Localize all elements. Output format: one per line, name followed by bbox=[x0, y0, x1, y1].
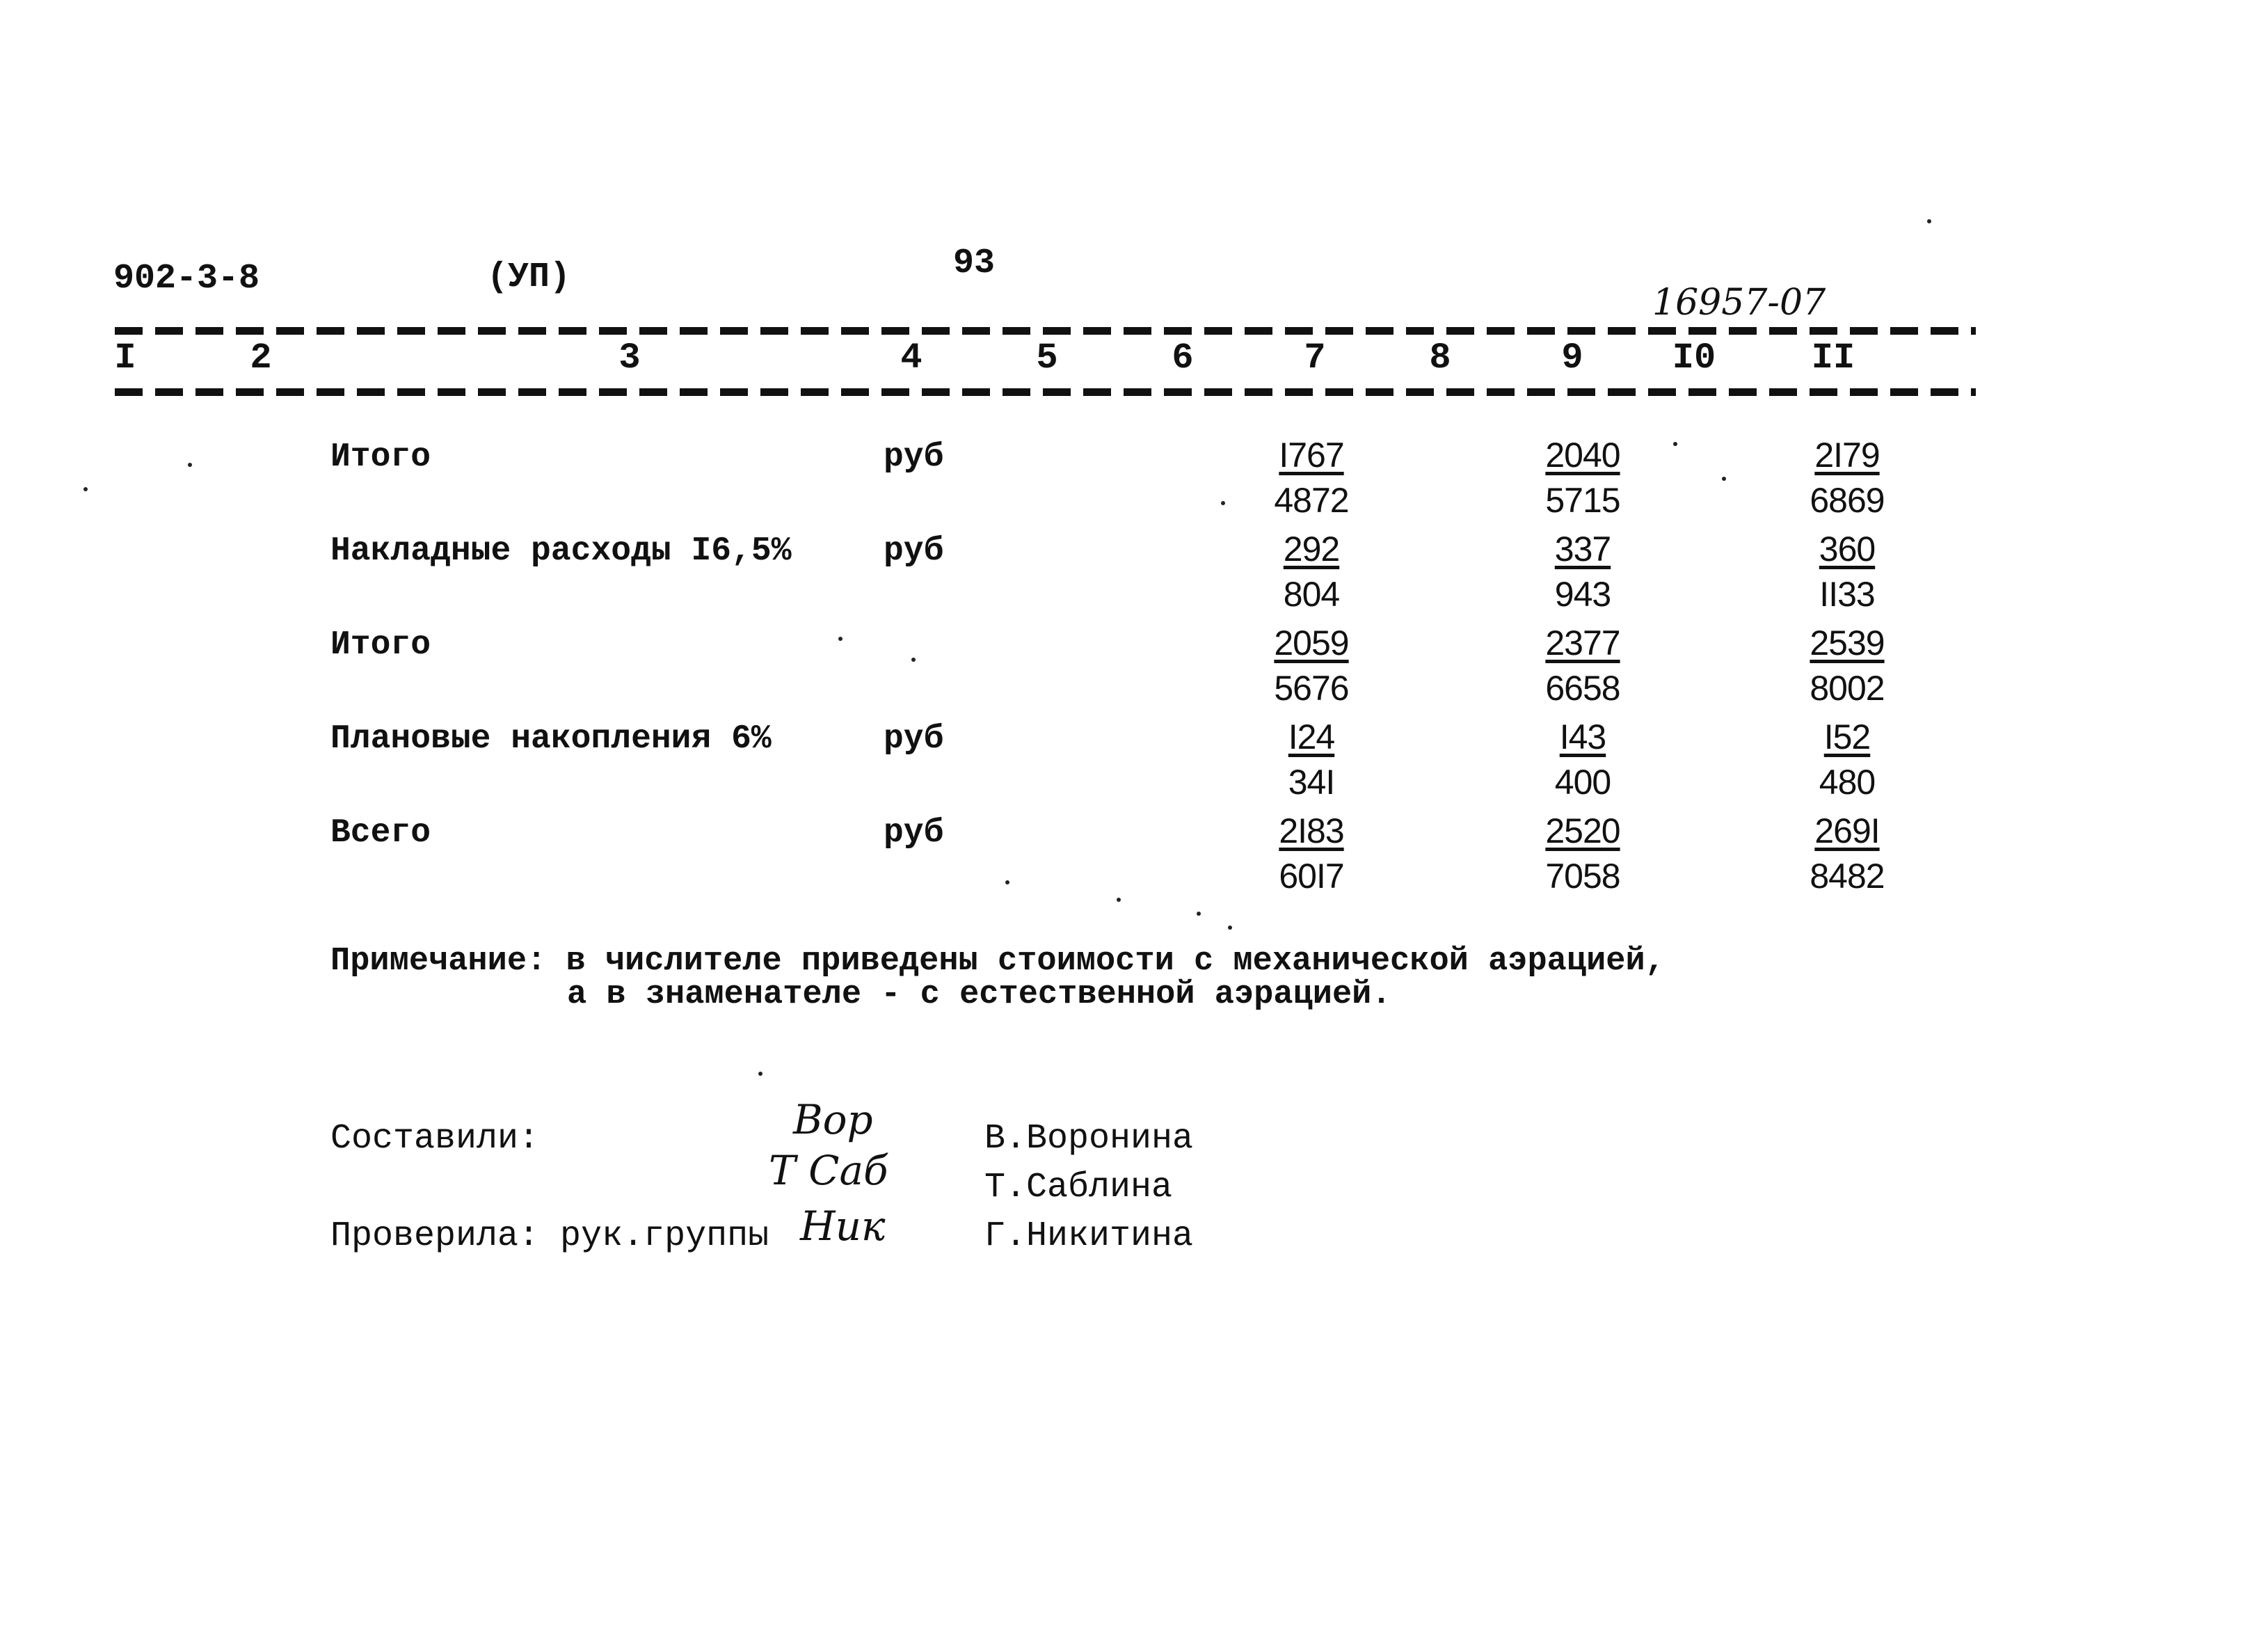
note-line-1: Примечание: в числителе приведены стоимости с механической аэрацией, bbox=[330, 943, 1665, 980]
signature-nikitina: Ник bbox=[800, 1202, 886, 1250]
signature-voronina: Вор bbox=[793, 1096, 873, 1143]
cell-col9-numerator: 337 bbox=[1554, 530, 1611, 569]
scan-speck bbox=[1197, 912, 1201, 916]
scan-speck bbox=[83, 487, 88, 491]
row-unit: руб bbox=[884, 720, 944, 758]
row-unit: руб bbox=[884, 438, 944, 476]
scan-speck bbox=[1927, 219, 1931, 223]
cell-col7-denominator: 804 bbox=[1283, 575, 1340, 614]
scan-speck bbox=[1221, 501, 1225, 505]
col-header-10: I0 bbox=[1672, 337, 1716, 379]
col-header-4: 4 bbox=[900, 337, 923, 379]
col-header-9: 9 bbox=[1561, 337, 1583, 379]
row-label: Плановые накопления 6% bbox=[330, 720, 772, 758]
signature-sablina: Т Саб bbox=[769, 1147, 888, 1194]
cell-col7-numerator: 292 bbox=[1283, 530, 1340, 569]
cell-col7-numerator: I24 bbox=[1288, 717, 1335, 756]
cell-col11-numerator: 360 bbox=[1819, 530, 1876, 569]
cell-col7-denominator: 60I7 bbox=[1279, 857, 1344, 896]
cell-col7-denominator: 4872 bbox=[1274, 481, 1349, 520]
scan-speck bbox=[758, 1072, 762, 1076]
col-header-5: 5 bbox=[1036, 337, 1058, 379]
name-nikitina: Г.Никитина bbox=[984, 1216, 1194, 1256]
name-voronina: В.Воронина bbox=[984, 1119, 1194, 1159]
cell-col11-denominator: 8482 bbox=[1810, 857, 1885, 896]
row-label: Итого bbox=[330, 626, 431, 664]
page-number: 93 bbox=[953, 244, 996, 283]
cell-col11-numerator: I52 bbox=[1823, 717, 1871, 756]
scan-speck bbox=[1722, 477, 1726, 481]
row-label: Итого bbox=[330, 438, 431, 476]
row-label: Всего bbox=[330, 814, 431, 852]
cell-col9-numerator: I43 bbox=[1559, 717, 1606, 756]
scan-speck bbox=[1673, 442, 1677, 446]
cell-col9-numerator: 2377 bbox=[1545, 624, 1620, 662]
cell-col11-denominator: II33 bbox=[1819, 575, 1875, 614]
doc-code: 902-3-8 bbox=[113, 259, 260, 299]
col-header-6: 6 bbox=[1172, 337, 1194, 379]
cell-col11-numerator: 269I bbox=[1814, 811, 1880, 850]
cell-col11-denominator: 6869 bbox=[1810, 481, 1885, 520]
top-dashed-rule bbox=[115, 327, 1976, 335]
col-header-11: II bbox=[1811, 337, 1855, 379]
col-header-2: 2 bbox=[250, 337, 272, 379]
scan-speck bbox=[1005, 880, 1009, 884]
cell-col9-denominator: 7058 bbox=[1545, 857, 1620, 896]
col-header-7: 7 bbox=[1304, 337, 1326, 379]
cell-col9-denominator: 5715 bbox=[1545, 481, 1620, 520]
row-label: Накладные расходы I6,5% bbox=[330, 532, 792, 570]
col-header-1: I bbox=[114, 337, 136, 379]
cell-col11-denominator: 8002 bbox=[1810, 669, 1885, 708]
name-sablina: Т.Саблина bbox=[984, 1168, 1173, 1207]
scan-speck bbox=[1228, 926, 1232, 930]
cell-col9-numerator: 2040 bbox=[1545, 436, 1620, 475]
inventory-number: 16957-07 bbox=[1652, 282, 1826, 324]
row-unit: руб bbox=[884, 814, 944, 852]
compiled-label: Составили: bbox=[330, 1119, 540, 1159]
cell-col11-numerator: 2539 bbox=[1810, 624, 1885, 662]
scan-speck bbox=[838, 637, 842, 641]
cell-col11-numerator: 2I79 bbox=[1814, 436, 1880, 475]
cell-col11-denominator: 480 bbox=[1819, 763, 1876, 802]
col-header-3: 3 bbox=[618, 337, 641, 379]
cell-col7-numerator: 2I83 bbox=[1279, 811, 1344, 850]
scan-speck bbox=[188, 463, 192, 467]
note-line-2: а в знаменателе - с естественной аэрацией. bbox=[567, 976, 1391, 1013]
checked-label: Проверила: рук.группы bbox=[330, 1216, 769, 1256]
cell-col7-denominator: 5676 bbox=[1274, 669, 1349, 708]
cell-col9-numerator: 2520 bbox=[1545, 811, 1620, 850]
scan-speck bbox=[1117, 898, 1121, 902]
cell-col7-denominator: 34I bbox=[1288, 763, 1335, 802]
row-unit: руб bbox=[884, 532, 944, 570]
cell-col7-numerator: 2059 bbox=[1274, 624, 1349, 662]
cell-col7-numerator: I767 bbox=[1279, 436, 1344, 475]
col-header-8: 8 bbox=[1429, 337, 1451, 379]
cell-col9-denominator: 6658 bbox=[1545, 669, 1620, 708]
bottom-dashed-rule bbox=[115, 388, 1976, 396]
cell-col9-denominator: 400 bbox=[1554, 763, 1611, 802]
section-label: (УП) bbox=[487, 257, 571, 297]
cell-col9-denominator: 943 bbox=[1554, 575, 1611, 614]
scan-speck bbox=[911, 658, 916, 662]
